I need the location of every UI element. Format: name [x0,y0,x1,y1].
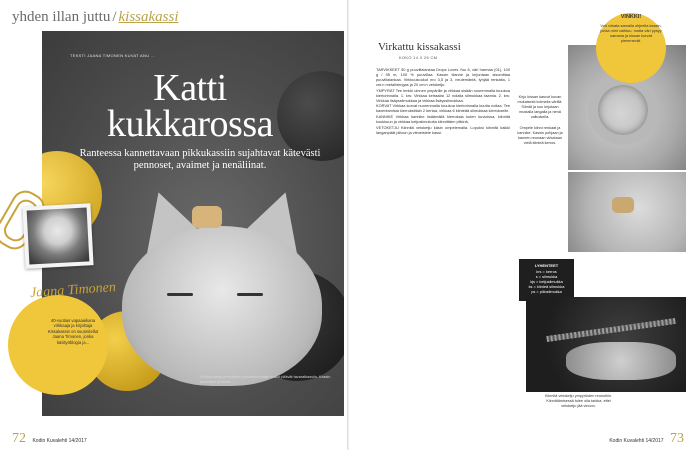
recipe-title: Virkattu kissakassi [378,41,461,53]
detail-photo-zipper [526,297,686,392]
abbreviations-title: LYHENTEET [534,263,559,268]
abbreviations-list [522,269,571,294]
detail-photo-ear [568,172,686,252]
article-title: Katti kukkarossa [107,67,273,145]
section-header [12,9,179,26]
recipe-paragraph: VETOKETJU Kiinnitä vetoketju käsin ompelemalla. Lopuksi kiinnitä kaikki langanpäät piiloon ja viimeistele kassi. [376,124,510,135]
page-gutter [347,0,349,450]
author-portrait [22,203,93,268]
abbreviation-item: ps = piilosilmukka [531,289,562,294]
page-number-right: 73 [670,431,684,446]
recipe-paragraph: YMPYRÄT Tee lenkki uinnen ympärille ja virkkaa sisään nuorenmalla kruukoa kiertorinnalla. 1. krs: Virkkaa kertaaksi 12 nolalla silmukkaa taamia. 2. krs: Virkkaa lisäyssilmukkaa ja virkkaa lisäyssilmukkaa. [376,87,510,103]
crocheted-cat-bag [122,226,322,386]
cat-bow [192,206,222,228]
abbreviation-item: krs = kerros [536,269,557,274]
recipe-instructions [376,67,510,417]
article-subtitle: Ranteessa kannettavaan pikkukassiin sujahtavat kätevästi pennoset, avaimet ja nenäliinat. [79,148,321,171]
side-note-text: Kirjo kissan kasvot kuvan mukaisesti kolmella värillä. Silmät ja suu kirjotaan mustalla langalla ja nenä valkoisella. [517,95,563,119]
tip-text: Voit virkata samalla ohjeella kassin, jonka nimi vaihtuu, mutta väri pysyy samana ja kissan korvat pienenevät. [600,23,662,43]
side-note [515,95,565,146]
abbreviations-box [519,259,574,301]
metal-ring [588,75,658,145]
series-label: yhden illan juttu [12,9,111,25]
tip-title: VINKKI! [620,14,642,20]
side-note-text: Ompele kiinni renkaat ja kannike. Kassin pohjaan ja kannen reunaan virkataan vielä kiinteä kerros. [517,126,563,145]
zipper-caption: Kiinnitä vetoketju ympyröiden reunoihin. Kiinnittämisessä tulee olla tarkka, ettei vetoketju jää vinoon. [544,394,613,408]
category-label: kissakassi [118,9,179,25]
header-slash: / [112,9,117,25]
abbreviation-item: kjs = ketjusilmukka [530,279,563,284]
recipe-size: KOKO 14 X 26 CM [399,55,438,60]
photo-credit: TEKSTI JAANA TIMONEN KUVAT ANU ... [70,53,156,58]
zipper [546,318,676,342]
footer-left [12,429,87,447]
recipe-paragraph: KORVAT Virkkaa korvat nuorenmalla kruukoa kiertorinnalla kuutta nollaa. Tee kaventamista kierroksittain 2 kertaa, virkkaa 6 kiinteää silmukkaa kierrokselle. [376,103,510,114]
hero-caption: Virkkaa kassi terveliseen pientenkohdalle kuviot pitävät tavaratkassiin. Kassin kuvioiden ja kukat... [200,375,331,384]
footer-right [609,429,684,447]
magazine-name-right: Kodin Kuvalehti 14/2017 [609,438,664,444]
abbreviation-item: s = silmukka [535,274,558,279]
page-number-left: 72 [12,431,26,446]
author-name: Jaana Timonen [29,280,117,301]
author-photo [27,207,90,264]
recipe-paragraph: KANNIKE Virkkaa kannike lisäämällä kierroksia kuten kuvioissa, kiinnitä koukkuun ja virkkaa ketjusilmukoita kiinnittäen pitkinä. [376,113,510,124]
cat-bow-detail [612,197,634,213]
abbreviation-item: ks = kiinteä silmukka [528,284,565,289]
magazine-name-left: Kodin Kuvalehti 14/2017 [32,438,87,444]
author-bio: 40-vuotias vapaaaikana virkkaaja ja kirjoittaja Kissakassin on suunnitellut Jaana Timonen, jonka käsityöblogia ja... [47,318,99,345]
recipe-paragraph: TARVIKKEET 50 g puuvillalankaa Drops Loves You 6, väri harmaa (01), 100 g / 95 m, 100 % puuvillaa. Kassin tilanne ja kirjontaan sisumittaa puuvillalankaa. Virkkuukoukut nro 3,5 ja 3, neulemäntä, tyhjää renkaita, 1 cm:n metallirengas ja 20 cm:n vetoketju. [376,67,510,88]
pouch-lining [566,342,676,380]
cat-eye-right [237,293,263,296]
cat-eye-left [167,293,193,296]
